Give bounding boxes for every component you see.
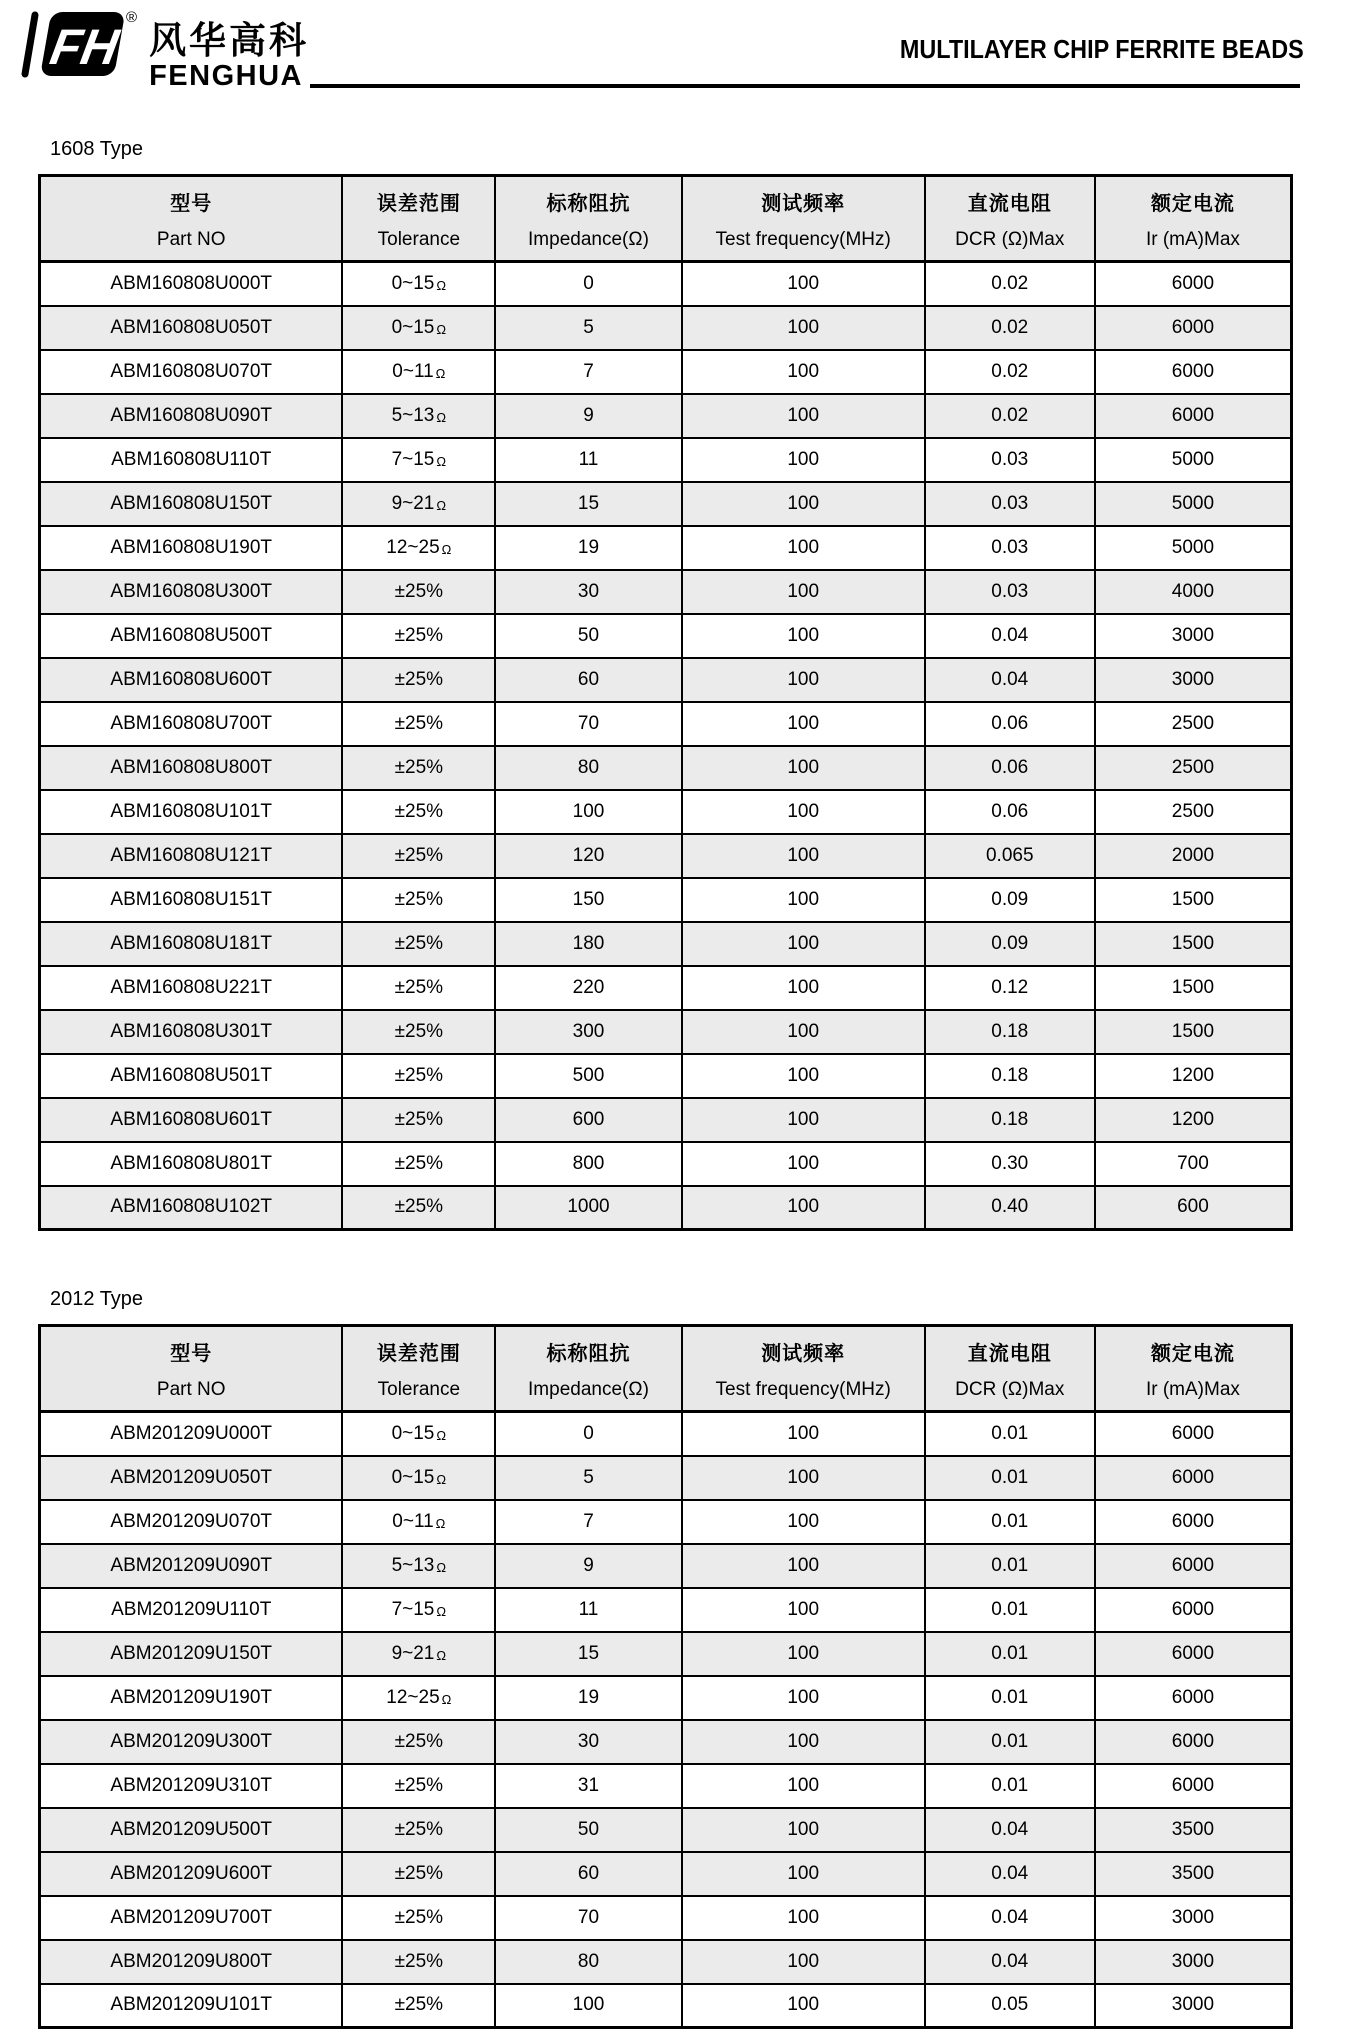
dcr-cell: 0.01 [925,1456,1095,1500]
tolerance-cell: 9~21 Ω [342,1632,495,1676]
dcr-cell: 0.01 [925,1764,1095,1808]
test-frequency-cell: 100 [682,1808,925,1852]
impedance-cell: 500 [495,1054,682,1098]
tolerance-cell: 5~13 Ω [342,394,495,438]
rated-current-cell: 2500 [1095,746,1292,790]
part-no-cell: ABM160808U110T [40,438,343,482]
dcr-cell: 0.40 [925,1186,1095,1230]
column-header-tolerance: 误差范围 Tolerance [342,176,495,262]
test-frequency-cell: 100 [682,1984,925,2028]
section-label-1608: 1608 Type [50,138,144,160]
svg-text:FH: FH [46,18,123,75]
table-row [40,1720,1292,1764]
rated-current-cell: 6000 [1095,1456,1292,1500]
tolerance-cell: 0~15 Ω [342,1456,495,1500]
table-row [40,1098,1292,1142]
part-no-cell: ABM160808U000T [40,262,343,306]
test-frequency-cell: 100 [682,1142,925,1186]
impedance-cell: 31 [495,1764,682,1808]
part-no-cell: ABM201209U500T [40,1808,343,1852]
tolerance-cell: ±25% [342,658,495,702]
column-header-test-frequency: 测试频率 Test frequency(MHz) [682,176,925,262]
table-row [40,350,1292,394]
table-row [40,1984,1292,2028]
rated-current-cell: 3000 [1095,1896,1292,1940]
test-frequency-cell: 100 [682,1676,925,1720]
dcr-cell: 0.01 [925,1588,1095,1632]
impedance-cell: 19 [495,1676,682,1720]
impedance-cell: 300 [495,1010,682,1054]
dcr-cell: 0.09 [925,922,1095,966]
impedance-cell: 600 [495,1098,682,1142]
test-frequency-cell: 100 [682,1588,925,1632]
spec-table-1608 [38,174,1293,1231]
rated-current-cell: 6000 [1095,1632,1292,1676]
rated-current-cell: 6000 [1095,1720,1292,1764]
table-row [40,1808,1292,1852]
dcr-cell: 0.01 [925,1544,1095,1588]
brand-logo [20,8,309,91]
rated-current-cell: 2500 [1095,790,1292,834]
registered-trademark-icon: ® [126,9,138,26]
rated-current-cell: 3500 [1095,1808,1292,1852]
part-no-cell: ABM201209U110T [40,1588,343,1632]
table-row [40,1940,1292,1984]
tolerance-cell: ±25% [342,1720,495,1764]
tolerance-cell: ±25% [342,1764,495,1808]
impedance-cell: 7 [495,1500,682,1544]
table-row [40,1186,1292,1230]
dcr-cell: 0.02 [925,262,1095,306]
impedance-cell: 0 [495,262,682,306]
table-row [40,262,1292,306]
dcr-cell: 0.03 [925,482,1095,526]
dcr-cell: 0.02 [925,394,1095,438]
table-row [40,1010,1292,1054]
tolerance-cell: ±25% [342,1098,495,1142]
impedance-cell: 100 [495,790,682,834]
test-frequency-cell: 100 [682,966,925,1010]
table-header [40,1326,1292,1412]
tolerance-cell: 0~15 Ω [342,1412,495,1456]
table-row [40,702,1292,746]
dcr-cell: 0.04 [925,658,1095,702]
test-frequency-cell: 100 [682,570,925,614]
impedance-cell: 50 [495,614,682,658]
document-body [38,138,1293,2029]
header-divider [310,84,1300,88]
part-no-cell: ABM160808U050T [40,306,343,350]
rated-current-cell: 6000 [1095,1412,1292,1456]
test-frequency-cell: 100 [682,1720,925,1764]
dcr-cell: 0.02 [925,350,1095,394]
table-row [40,1852,1292,1896]
dcr-cell: 0.04 [925,614,1095,658]
part-no-cell: ABM160808U190T [40,526,343,570]
table-row [40,834,1292,878]
column-header-rated-current: 额定电流 Ir (mA)Max [1095,1326,1292,1412]
dcr-cell: 0.18 [925,1010,1095,1054]
dcr-cell: 0.06 [925,790,1095,834]
spec-table-2012 [38,1324,1293,2029]
table-body [40,1412,1292,2028]
tolerance-cell: 7~15 Ω [342,438,495,482]
part-no-cell: ABM201209U300T [40,1720,343,1764]
table-row [40,1588,1292,1632]
table-row [40,1456,1292,1500]
rated-current-cell: 6000 [1095,1764,1292,1808]
rated-current-cell: 1500 [1095,966,1292,1010]
impedance-cell: 60 [495,1852,682,1896]
test-frequency-cell: 100 [682,1544,925,1588]
table-row [40,394,1292,438]
impedance-cell: 15 [495,482,682,526]
dcr-cell: 0.02 [925,306,1095,350]
dcr-cell: 0.04 [925,1808,1095,1852]
test-frequency-cell: 100 [682,1098,925,1142]
part-no-cell: ABM160808U700T [40,702,343,746]
part-no-cell: ABM160808U090T [40,394,343,438]
rated-current-cell: 1500 [1095,1010,1292,1054]
dcr-cell: 0.04 [925,1852,1095,1896]
tolerance-cell: ±25% [342,878,495,922]
tolerance-cell: ±25% [342,1940,495,1984]
impedance-cell: 100 [495,1984,682,2028]
test-frequency-cell: 100 [682,306,925,350]
table-row [40,746,1292,790]
impedance-cell: 11 [495,438,682,482]
test-frequency-cell: 100 [682,1940,925,1984]
rated-current-cell: 6000 [1095,394,1292,438]
table-row [40,922,1292,966]
rated-current-cell: 3000 [1095,1984,1292,2028]
table-row [40,1896,1292,1940]
test-frequency-cell: 100 [682,1010,925,1054]
table-header-row [40,1326,1292,1412]
part-no-cell: ABM160808U151T [40,878,343,922]
tolerance-cell: 9~21 Ω [342,482,495,526]
test-frequency-cell: 100 [682,438,925,482]
test-frequency-cell: 100 [682,790,925,834]
part-no-cell: ABM201209U150T [40,1632,343,1676]
dcr-cell: 0.03 [925,570,1095,614]
rated-current-cell: 600 [1095,1186,1292,1230]
part-no-cell: ABM201209U190T [40,1676,343,1720]
rated-current-cell: 6000 [1095,1588,1292,1632]
part-no-cell: ABM160808U800T [40,746,343,790]
test-frequency-cell: 100 [682,1054,925,1098]
impedance-cell: 15 [495,1632,682,1676]
column-header-part-no: 型号 Part NO [40,176,343,262]
rated-current-cell: 1500 [1095,878,1292,922]
impedance-cell: 150 [495,878,682,922]
fenghua-logo-icon [20,8,124,82]
table-row [40,1676,1292,1720]
dcr-cell: 0.06 [925,702,1095,746]
test-frequency-cell: 100 [682,922,925,966]
rated-current-cell: 6000 [1095,306,1292,350]
rated-current-cell: 2500 [1095,702,1292,746]
tolerance-cell: 0~11 Ω [342,350,495,394]
dcr-cell: 0.01 [925,1676,1095,1720]
part-no-cell: ABM201209U700T [40,1896,343,1940]
table-row [40,1632,1292,1676]
table-row [40,658,1292,702]
tolerance-cell: ±25% [342,1852,495,1896]
part-no-cell: ABM160808U501T [40,1054,343,1098]
part-no-cell: ABM160808U150T [40,482,343,526]
tolerance-cell: 12~25 Ω [342,1676,495,1720]
impedance-cell: 70 [495,702,682,746]
impedance-cell: 30 [495,570,682,614]
dcr-cell: 0.30 [925,1142,1095,1186]
dcr-cell: 0.01 [925,1500,1095,1544]
part-no-cell: ABM160808U500T [40,614,343,658]
dcr-cell: 0.01 [925,1412,1095,1456]
test-frequency-cell: 100 [682,834,925,878]
part-no-cell: ABM201209U070T [40,1500,343,1544]
column-header-dcr: 直流电阻 DCR (Ω)Max [925,1326,1095,1412]
test-frequency-cell: 100 [682,1500,925,1544]
tolerance-cell: 0~15 Ω [342,262,495,306]
dcr-cell: 0.05 [925,1984,1095,2028]
impedance-cell: 9 [495,1544,682,1588]
test-frequency-cell: 100 [682,1456,925,1500]
table-row [40,438,1292,482]
column-header-test-frequency: 测试频率 Test frequency(MHz) [682,1326,925,1412]
dcr-cell: 0.04 [925,1896,1095,1940]
part-no-cell: ABM201209U050T [40,1456,343,1500]
test-frequency-cell: 100 [682,394,925,438]
rated-current-cell: 6000 [1095,1544,1292,1588]
part-no-cell: ABM201209U800T [40,1940,343,1984]
dcr-cell: 0.03 [925,526,1095,570]
test-frequency-cell: 100 [682,1896,925,1940]
part-no-cell: ABM160808U121T [40,834,343,878]
dcr-cell: 0.09 [925,878,1095,922]
impedance-cell: 120 [495,834,682,878]
tolerance-cell: ±25% [342,746,495,790]
tolerance-cell: ±25% [342,1984,495,2028]
test-frequency-cell: 100 [682,1764,925,1808]
table-row [40,1412,1292,1456]
table-row [40,306,1292,350]
table-row [40,1142,1292,1186]
table-header [40,176,1292,262]
tolerance-cell: 12~25 Ω [342,526,495,570]
part-no-cell: ABM201209U101T [40,1984,343,2028]
rated-current-cell: 3000 [1095,1940,1292,1984]
brand-name-chinese: 风华高科 [149,20,310,61]
rated-current-cell: 6000 [1095,350,1292,394]
rated-current-cell: 3000 [1095,658,1292,702]
page-title: MULTILAYER CHIP FERRITE BEADS [900,34,1304,64]
dcr-cell: 0.04 [925,1940,1095,1984]
impedance-cell: 9 [495,394,682,438]
part-no-cell: ABM160808U300T [40,570,343,614]
part-no-cell: ABM201209U600T [40,1852,343,1896]
test-frequency-cell: 100 [682,350,925,394]
dcr-cell: 0.12 [925,966,1095,1010]
impedance-cell: 19 [495,526,682,570]
part-no-cell: ABM160808U102T [40,1186,343,1230]
rated-current-cell: 1500 [1095,922,1292,966]
part-no-cell: ABM160808U601T [40,1098,343,1142]
dcr-cell: 0.01 [925,1720,1095,1764]
dcr-cell: 0.065 [925,834,1095,878]
impedance-cell: 1000 [495,1186,682,1230]
test-frequency-cell: 100 [682,614,925,658]
tolerance-cell: ±25% [342,1054,495,1098]
table-body [40,262,1292,1230]
table-row [40,790,1292,834]
rated-current-cell: 1200 [1095,1054,1292,1098]
dcr-cell: 0.01 [925,1632,1095,1676]
impedance-cell: 11 [495,1588,682,1632]
dcr-cell: 0.18 [925,1054,1095,1098]
test-frequency-cell: 100 [682,1852,925,1896]
tolerance-cell: 5~13 Ω [342,1544,495,1588]
rated-current-cell: 5000 [1095,526,1292,570]
tolerance-cell: ±25% [342,790,495,834]
rated-current-cell: 5000 [1095,438,1292,482]
impedance-cell: 0 [495,1412,682,1456]
part-no-cell: ABM160808U301T [40,1010,343,1054]
column-header-tolerance: 误差范围 Tolerance [342,1326,495,1412]
impedance-cell: 800 [495,1142,682,1186]
table-row [40,570,1292,614]
test-frequency-cell: 100 [682,702,925,746]
impedance-cell: 80 [495,746,682,790]
impedance-cell: 5 [495,1456,682,1500]
brand-text [149,22,309,91]
table-row [40,1054,1292,1098]
table-row [40,526,1292,570]
part-no-cell: ABM160808U221T [40,966,343,1010]
tolerance-cell: ±25% [342,834,495,878]
table-row [40,1500,1292,1544]
tolerance-cell: ±25% [342,570,495,614]
part-no-cell: ABM160808U101T [40,790,343,834]
impedance-cell: 50 [495,1808,682,1852]
rated-current-cell: 6000 [1095,262,1292,306]
impedance-cell: 220 [495,966,682,1010]
test-frequency-cell: 100 [682,878,925,922]
rated-current-cell: 3000 [1095,614,1292,658]
tolerance-cell: ±25% [342,1186,495,1230]
column-header-rated-current: 额定电流 Ir (mA)Max [1095,176,1292,262]
part-no-cell: ABM201209U000T [40,1412,343,1456]
column-header-part-no: 型号 Part NO [40,1326,343,1412]
test-frequency-cell: 100 [682,1632,925,1676]
rated-current-cell: 700 [1095,1142,1292,1186]
rated-current-cell: 5000 [1095,482,1292,526]
table-row [40,878,1292,922]
test-frequency-cell: 100 [682,482,925,526]
rated-current-cell: 1200 [1095,1098,1292,1142]
tolerance-cell: 7~15 Ω [342,1588,495,1632]
test-frequency-cell: 100 [682,746,925,790]
part-no-cell: ABM160808U070T [40,350,343,394]
column-header-impedance: 标称阻抗 Impedance(Ω) [495,176,682,262]
tolerance-cell: ±25% [342,966,495,1010]
tolerance-cell: 0~11 Ω [342,1500,495,1544]
rated-current-cell: 3500 [1095,1852,1292,1896]
impedance-cell: 7 [495,350,682,394]
part-no-cell: ABM160808U600T [40,658,343,702]
page-header [0,0,1351,100]
impedance-cell: 70 [495,1896,682,1940]
table-row [40,614,1292,658]
tolerance-cell: ±25% [342,1808,495,1852]
test-frequency-cell: 100 [682,262,925,306]
brand-name-english: FENGHUA [149,60,303,92]
rated-current-cell: 6000 [1095,1676,1292,1720]
impedance-cell: 30 [495,1720,682,1764]
rated-current-cell: 2000 [1095,834,1292,878]
table-header-row [40,176,1292,262]
table-row [40,482,1292,526]
impedance-cell: 60 [495,658,682,702]
rated-current-cell: 4000 [1095,570,1292,614]
test-frequency-cell: 100 [682,1186,925,1230]
dcr-cell: 0.03 [925,438,1095,482]
table-row [40,1544,1292,1588]
tolerance-cell: ±25% [342,922,495,966]
tolerance-cell: ±25% [342,702,495,746]
tolerance-cell: ±25% [342,1896,495,1940]
tolerance-cell: ±25% [342,1010,495,1054]
test-frequency-cell: 100 [682,526,925,570]
column-header-dcr: 直流电阻 DCR (Ω)Max [925,176,1095,262]
test-frequency-cell: 100 [682,1412,925,1456]
section-label-2012: 2012 Type [50,1288,144,1310]
table-row [40,1764,1292,1808]
impedance-cell: 5 [495,306,682,350]
impedance-cell: 80 [495,1940,682,1984]
rated-current-cell: 6000 [1095,1500,1292,1544]
part-no-cell: ABM201209U310T [40,1764,343,1808]
part-no-cell: ABM160808U801T [40,1142,343,1186]
dcr-cell: 0.18 [925,1098,1095,1142]
column-header-impedance: 标称阻抗 Impedance(Ω) [495,1326,682,1412]
part-no-cell: ABM201209U090T [40,1544,343,1588]
tolerance-cell: 0~15 Ω [342,306,495,350]
tolerance-cell: ±25% [342,614,495,658]
impedance-cell: 180 [495,922,682,966]
part-no-cell: ABM160808U181T [40,922,343,966]
table-row [40,966,1292,1010]
test-frequency-cell: 100 [682,658,925,702]
dcr-cell: 0.06 [925,746,1095,790]
tolerance-cell: ±25% [342,1142,495,1186]
